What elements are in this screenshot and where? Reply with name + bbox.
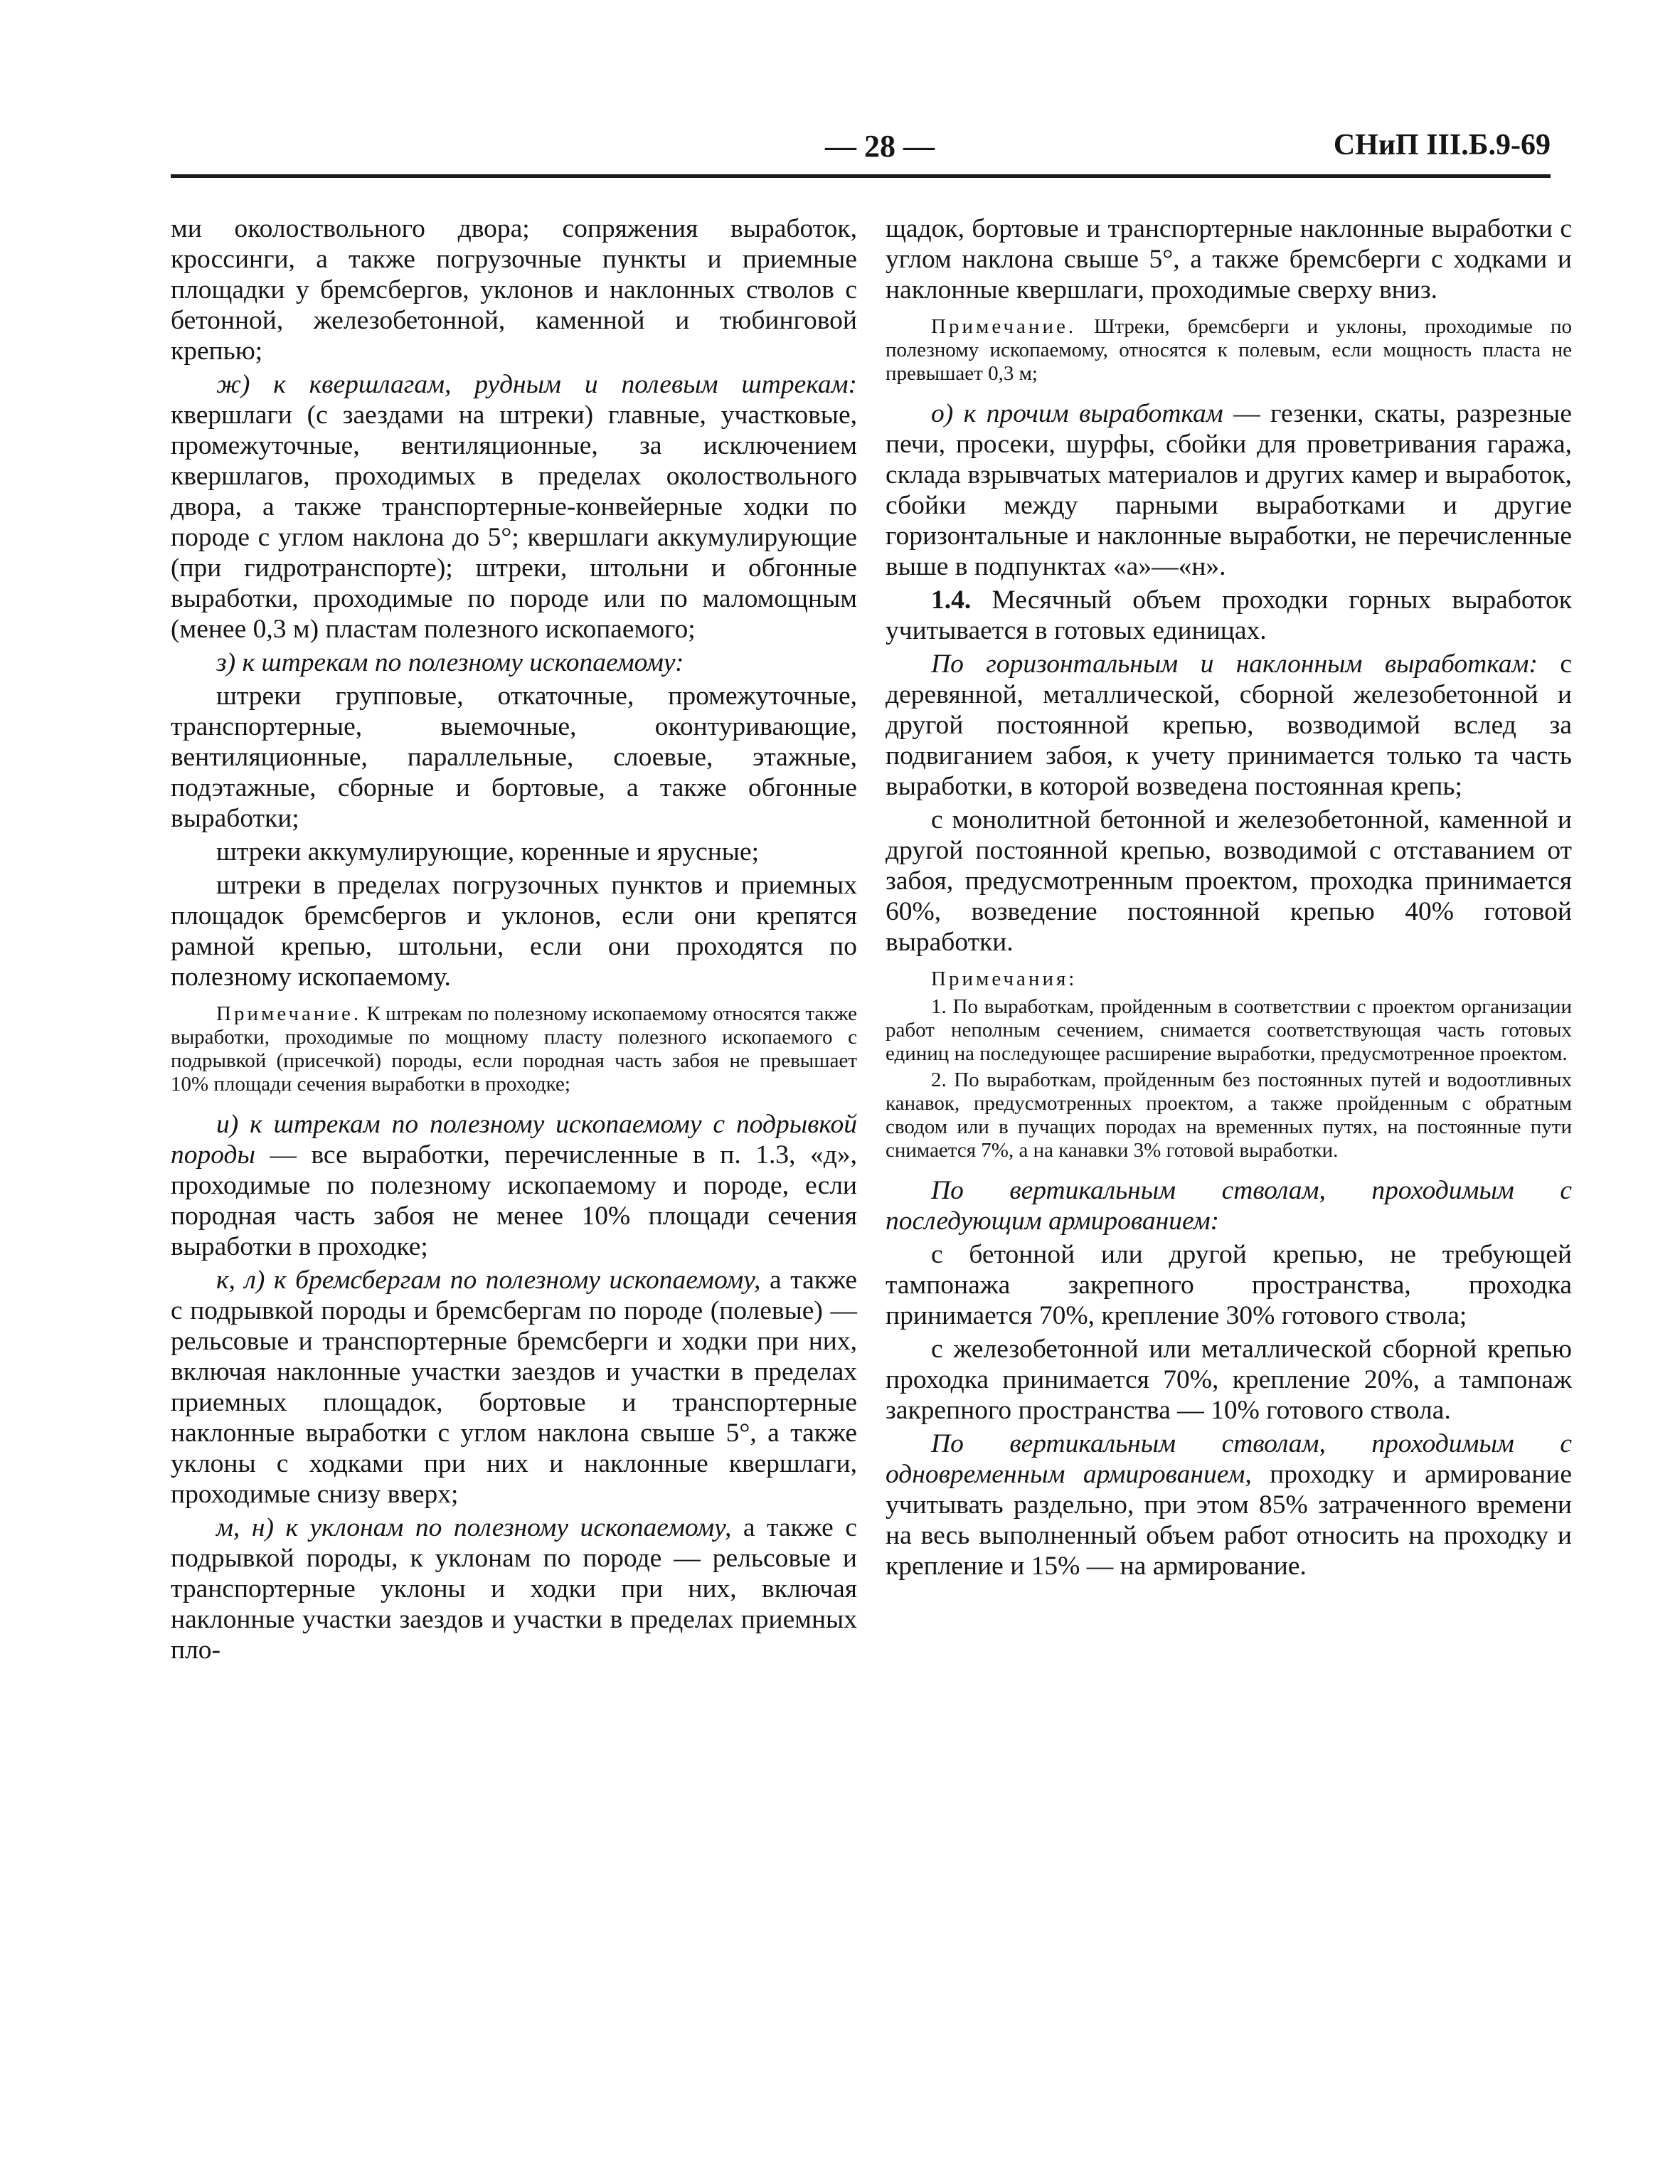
page-number: — 28 — bbox=[825, 129, 935, 164]
paragraph: 1.4. Месячный объем проходки горных выработок учитывается в готовых единицах. bbox=[886, 585, 1572, 645]
header-rule bbox=[171, 174, 1551, 178]
paragraph: штреки в пределах погрузочных пунктов и приемных площадок бремсбергов и уклонов, если они крепятся рамной крепью, штольни, если они проходятся по полезному ископаемому. bbox=[171, 871, 857, 992]
item-heading: и) к штрекам по полезному ископаемому с подрывкой породы bbox=[171, 1110, 857, 1170]
note-heading: Примечание. bbox=[216, 1002, 362, 1025]
paragraph: По горизонтальным и наклонным выработкам: с деревянной, металлической, сборной железобетонной и другой постоянной крепью, возводимой вслед за подвиганием забоя, к учету принимается только та часть выработки, в которой возведена постоянная крепь; bbox=[886, 650, 1572, 801]
item-heading: По вертикальным стволам, проходимым с одновременным армированием, bbox=[886, 1429, 1572, 1489]
paragraph: щадок, бортовые и транспортерные наклонные выработки с углом наклона свыше 5°, а также бремсберги с ходками и наклонные квершлаги, проходимые сверху вниз. bbox=[886, 214, 1572, 304]
paragraph: с бетонной или другой крепью, не требующей тампонажа закрепного пространства, проходка принимается 70%, крепление 30% готового ствола; bbox=[886, 1240, 1572, 1330]
paragraph: штреки аккумулирующие, коренные и ярусные; bbox=[216, 837, 760, 866]
note: Примечание. Штреки, бремсберги и уклоны, проходимые по полезному ископаемому, относятся к полевым, если мощность пласта не превышает 0,3 м; bbox=[886, 315, 1572, 385]
item-heading: ж) к квершлагам, рудным и полевым штрекам: bbox=[216, 370, 857, 399]
note-heading: Примечание. bbox=[931, 315, 1077, 338]
paragraph: ж) к квершлагам, рудным и полевым штрекам: квершлаги (с заездами на штреки) главные, участковые, промежуточные, вентиляционные, за исключением квершлагов, проходимых в пределах околоствольного двора, а также транспортерные-конвейерные ходки по породе с углом наклона до 5°; квершлаги аккумулирующие (при гидротранспорте); штреки, штольни и обгонные выработки, проходимые по породе или по маломощным (менее 0,3 м) пластам полезного ископаемого; bbox=[171, 370, 857, 644]
paragraph: к, л) к бремсбергам по полезному ископаемому, а также с подрывкой породы и бремсбергам по породе (полевые) — рельсовые и транспортерные бремсберги и ходки при них, включая наклонные участки заездов и участки в пределах приемных площадок, бортовые и транспортерные наклонные выработки с углом наклона свыше 5°, а также уклоны с ходками при них и наклонные квершлаги, проходимые снизу вверх; bbox=[171, 1266, 857, 1509]
right-column bbox=[886, 213, 1572, 1584]
item-heading: По вертикальным стволам, проходимым с последующим армированием: bbox=[886, 1176, 1572, 1236]
paragraph bbox=[886, 1175, 1572, 1236]
paragraph: ми околоствольного двора; сопряжения выработок, кроссинги, а также погрузочные пункты и приемные площадки у бремсбергов, уклонов и наклонных стволов с бетонной, железобетонной, каменной и тюбинговой крепью; bbox=[171, 214, 857, 366]
paragraph bbox=[171, 647, 857, 678]
paragraph: о) к прочим выработкам — гезенки, скаты, разрезные печи, просеки, шурфы, сбойки для проветривания гаража, склада взрывчатых материалов и других камер и выработок, сбойки между парными выработками и другие горизонтальные и наклонные выработки, не перечисленные выше в подпунктах «а»—«н». bbox=[886, 399, 1572, 581]
paragraph: и) к штрекам по полезному ископаемому с подрывкой породы — все выработки, перечисленные в п. 1.3, «д», проходимые по полезному ископаемому и породе, если породная часть забоя не менее 10% площади сечения выработки в проходке; bbox=[171, 1110, 857, 1261]
item-heading: о) к прочим выработкам bbox=[931, 399, 1223, 428]
note: 1. По выработкам, пройденным в соответствии с проектом организации работ неполным сечением, снимается соответствующая часть готовых единиц на последующее расширение выработки, предусмотренное проектом. bbox=[886, 995, 1572, 1065]
paragraph: штреки групповые, откаточные, промежуточные, транспортерные, выемочные, оконтуривающие, вентиляционные, параллельные, слоевые, этажные, подэтажные, сборные и бортовые, а также обгонные выработки; bbox=[171, 682, 857, 833]
item-heading: з) к штрекам по полезному ископаемому: bbox=[216, 648, 684, 677]
paragraph: с железобетонной или металлической сборной крепью проходка принимается 70%, крепление 20%, а тампонаж закрепного пространства — 10% готового ствола. bbox=[886, 1335, 1572, 1425]
note: 2. По выработкам, пройденным без постоянных путей и водоотливных канавок, предусмотренных проектом, а также пройденным с обратным сводом или в пучащих породах на временных путях, на постоянные пути снимается 7%, а на канавки 3% готовой выработки. bbox=[886, 1069, 1572, 1162]
paragraph: с монолитной бетонной и железобетонной, каменной и другой постоянной крепью, возводимой с отставанием от забоя, предусмотренным проектом, проходка принимается 60%, возведение постоянной крепью 40% готовой выработки. bbox=[886, 805, 1572, 957]
item-heading: к, л) к бремсбергам по полезному ископаемому, bbox=[216, 1266, 761, 1295]
paragraph: По вертикальным стволам, проходимым с одновременным армированием, проходку и армирование учитывать раздельно, при этом 85% затраченного времени на весь выполненный объем работ относить на проходку и крепление и 15% — на армирование. bbox=[886, 1429, 1572, 1581]
item-heading: По горизонтальным и наклонным выработкам: bbox=[931, 650, 1538, 679]
paragraph: м, н) к уклонам по полезному ископаемому, а также с подрывкой породы, к уклонам по породе — рельсовые и транспортерные уклоны и ходки при них, включая наклонные участки заездов и участки в пределах приемных пло- bbox=[171, 1513, 857, 1665]
notes-heading: Примечания: bbox=[931, 968, 1078, 990]
document-code: СНиП III.Б.9-69 bbox=[1333, 129, 1551, 161]
left-column bbox=[171, 213, 857, 1668]
note: Примечание. К штрекам по полезному ископаемому относятся также выработки, проходимые по мощному пласту полезного ископаемого с подрывкой (присечкой) породы, если породная часть забоя не превышает 10% площади сечения выработки в проходке; bbox=[171, 1002, 857, 1096]
item-heading: м, н) к уклонам по полезному ископаемому, bbox=[216, 1513, 732, 1542]
page-header bbox=[171, 128, 1551, 171]
section-number: 1.4. bbox=[931, 585, 972, 615]
